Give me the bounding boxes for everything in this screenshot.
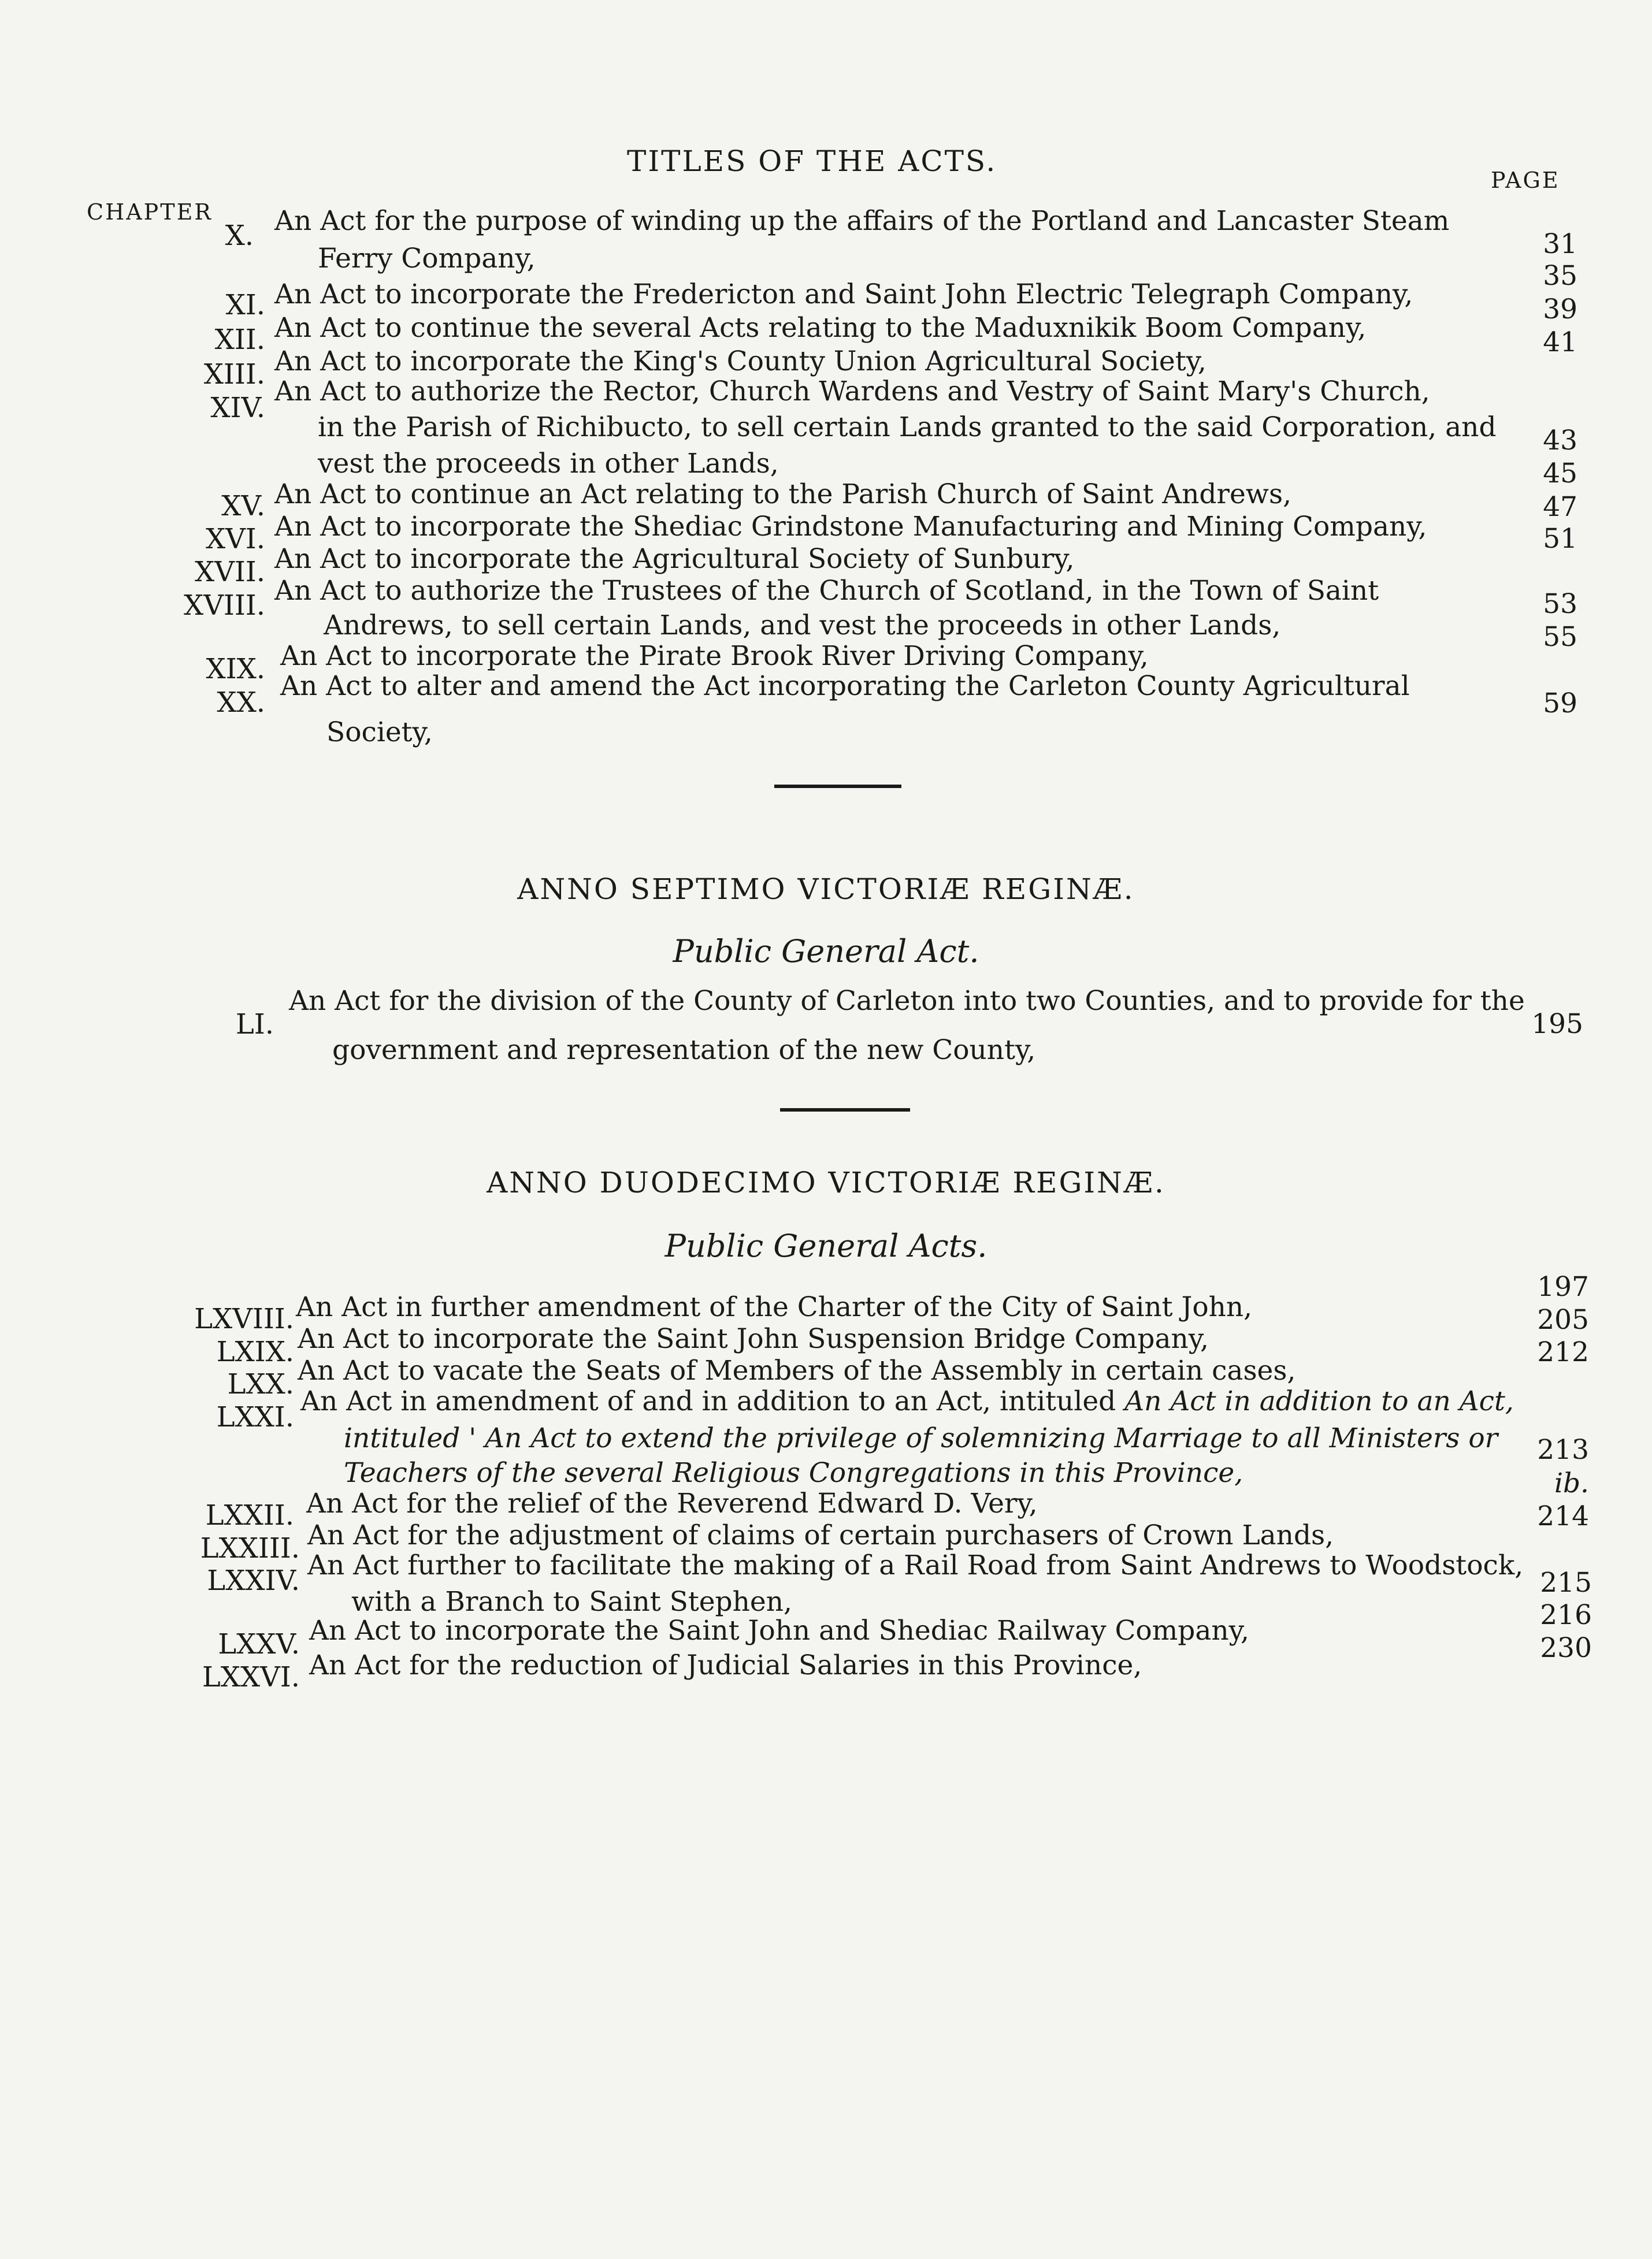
act-title-line: An Act for the division of the County of Carleton into two Counties, and to provide for the <box>289 985 1525 1017</box>
act-numeral: XVI. <box>205 523 265 555</box>
act-title-line: An Act to incorporate the Shediac Grindstone Manufacturing and Mining Company, <box>274 511 1427 543</box>
act-numeral: LXXV. <box>218 1628 300 1660</box>
act-page-number: 215 <box>1540 1567 1592 1599</box>
act-title-line: An Act to incorporate the Fredericton and Saint John Electric Telegraph Company, <box>274 278 1413 310</box>
act-title-line: An Act to incorporate the Pirate Brook River Driving Company, <box>280 640 1149 672</box>
page-column-label: PAGE <box>1491 168 1560 193</box>
act-page-number: 213 <box>1537 1434 1589 1466</box>
chapter-column-label: CHAPTER <box>87 199 213 225</box>
act-numeral: XV. <box>221 490 265 522</box>
section-divider <box>780 1108 910 1112</box>
act-page-number: 53 <box>1543 588 1577 620</box>
section-title: ANNO SEPTIMO VICTORIÆ REGINÆ. <box>517 872 1135 906</box>
act-title-line: An Act to vacate the Seats of Members of the Assembly in certain cases, <box>298 1355 1296 1387</box>
act-numeral: XVII. <box>194 556 265 588</box>
act-title-line: An Act to alter and amend the Act incorporating the Carleton County Agricultural <box>280 670 1410 702</box>
act-numeral: LI. <box>235 1008 274 1041</box>
act-page-number: 214 <box>1537 1500 1589 1532</box>
act-title-line: intituled ' An Act to extend the privilege of solemnizing Marriage to all Ministers or <box>344 1422 1498 1454</box>
act-title-line: An Act in further amendment of the Charter of the City of Saint John, <box>296 1291 1253 1323</box>
act-page-number: 205 <box>1537 1304 1589 1336</box>
act-title-line <box>300 1385 1514 1417</box>
act-page-number: 197 <box>1537 1271 1589 1303</box>
act-title-line: An Act to authorize the Rector, Church Wardens and Vestry of Saint Mary's Church, <box>274 376 1430 407</box>
act-title-line: An Act to continue an Act relating to the Parish Church of Saint Andrews, <box>274 478 1292 510</box>
act-title-line: Andrews, to sell certain Lands, and vest the proceeds in other Lands, <box>324 610 1281 641</box>
act-numeral: LXXIV. <box>207 1565 300 1597</box>
page-title: TITLES OF THE ACTS. <box>627 144 997 178</box>
act-numeral: XVIII. <box>184 589 265 622</box>
section-title: ANNO DUODECIMO VICTORIÆ REGINÆ. <box>487 1166 1165 1199</box>
act-numeral: LXIX. <box>216 1336 294 1368</box>
act-title-line: with a Branch to Saint Stephen, <box>351 1586 792 1618</box>
act-numeral: LXX. <box>227 1368 294 1400</box>
act-numeral: LXVIII. <box>194 1303 294 1335</box>
act-title-line: An Act to incorporate the Saint John and Shediac Railway Company, <box>309 1615 1249 1647</box>
act-page-number: ib. <box>1554 1467 1589 1499</box>
act-title-line: An Act to incorporate the Saint John Suspension Bridge Company, <box>298 1323 1209 1355</box>
section-subtitle: Public General Acts. <box>664 1228 988 1264</box>
section-divider <box>774 785 901 788</box>
act-page-number: 195 <box>1531 1008 1583 1040</box>
act-title-line: in the Parish of Richibucto, to sell certain Lands granted to the said Corporation, and <box>318 411 1497 443</box>
act-numeral: XII. <box>214 324 265 356</box>
act-title-line: Ferry Company, <box>318 243 536 274</box>
act-title-line: Society, <box>326 716 433 748</box>
act-numeral: XI. <box>225 289 265 321</box>
act-title-italic: An Act in addition to an Act, <box>1124 1385 1514 1417</box>
act-title-line: An Act further to facilitate the making of a Rail Road from Saint Andrews to Woodstock, <box>307 1550 1524 1581</box>
act-title-line: An Act for the relief of the Reverend Edward D. Very, <box>306 1488 1038 1519</box>
section-subtitle: Public General Act. <box>673 933 979 969</box>
act-page-number: 55 <box>1543 621 1577 653</box>
act-title-line: An Act for the purpose of winding up the affairs of the Portland and Lancaster Steam <box>274 205 1450 237</box>
act-title-line: An Act to continue the several Acts relating to the Maduxnikik Boom Company, <box>274 312 1367 344</box>
act-title-line: An Act for the reduction of Judicial Salaries in this Province, <box>309 1649 1142 1681</box>
act-title-line: government and representation of the new County, <box>332 1034 1036 1066</box>
act-title-line: An Act to authorize the Trustees of the Church of Scotland, in the Town of Saint <box>274 575 1379 607</box>
act-page-number: 51 <box>1543 523 1577 555</box>
act-page-number: 41 <box>1543 326 1577 358</box>
act-numeral: XIX. <box>206 653 265 685</box>
act-title-line: An Act to incorporate the Agricultural Society of Sunbury, <box>274 543 1075 575</box>
act-numeral: XX. <box>217 686 265 719</box>
act-page-number: 216 <box>1540 1599 1592 1631</box>
act-title-plain: An Act in amendment of and in addition to an Act, intituled <box>300 1385 1125 1417</box>
act-numeral: XIII. <box>203 358 265 391</box>
act-page-number: 59 <box>1543 688 1577 719</box>
act-page-number: 45 <box>1543 458 1577 489</box>
act-title-line: Teachers of the several Religious Congregations in this Province, <box>344 1457 1243 1489</box>
act-page-number: 39 <box>1543 293 1577 325</box>
act-numeral: LXXVI. <box>202 1661 300 1693</box>
act-page-number: 212 <box>1537 1336 1589 1368</box>
act-numeral: LXXII. <box>205 1499 294 1532</box>
act-title-line: vest the proceeds in other Lands, <box>318 448 779 480</box>
act-numeral: LXXI. <box>216 1401 294 1433</box>
act-page-number: 230 <box>1540 1632 1592 1664</box>
act-page-number: 35 <box>1543 260 1577 292</box>
act-numeral: XIV. <box>210 392 265 424</box>
act-page-number: 47 <box>1543 491 1577 523</box>
act-numeral: LXXIII. <box>200 1532 300 1565</box>
act-title-line: An Act for the adjustment of claims of certain purchasers of Crown Lands, <box>307 1519 1334 1551</box>
act-numeral: X. <box>225 220 254 252</box>
act-title-line: An Act to incorporate the King's County Union Agricultural Society, <box>274 345 1206 377</box>
act-page-number: 43 <box>1543 425 1577 456</box>
act-page-number: 31 <box>1543 228 1577 260</box>
